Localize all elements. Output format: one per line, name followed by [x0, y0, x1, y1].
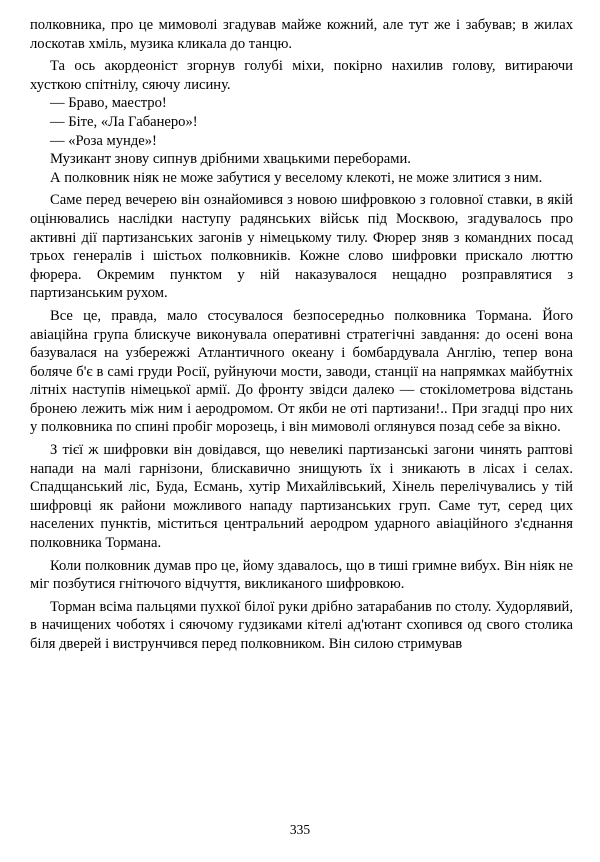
paragraph: Торман всіма пальцями пухкої білої руки дрібно затарабанив по столу. Худорлявий, в начищених чоботях і сяючому гудзиками кітелі ад'ютант схопився од свого столика біля дверей і виструнчився перед полковником. Він силою стримував [30, 598, 573, 652]
page-number: 335 [289, 822, 311, 837]
dialogue-line: — Браво, маестро! [50, 95, 167, 112]
paragraph: Коли полковник думав про це, йому здавалось, що в тиші гримне вибух. Він ніяк не міг позбутися гнітючого відчуття, викликаного шифровкою. [30, 557, 573, 593]
paragraph: Саме перед вечерею він ознайомився з новою шифровкою з головної ставки, в якій оцінювались наслідки наступу радянських військ під Москвою, згадувалось про активні дії партизанських загонів у німецькому тилу. Фюрер зняв з командних посад трьох генералів і шістьох полковників. Кожне слово шифровки прискало люттю фюрера. Окремим пунктом у ній наказувалося нещадно розправлятися з партизанським рухом. [30, 192, 573, 302]
dialogue-line: — Біте, «Ла Габанеро»! [50, 113, 198, 130]
paragraph: З тієї ж шифровки він довідався, що невеликі партизанські загони чинять раптові напади на малі гарнізони, блискавично знищують їх і зникають в лісах і селах. Спадщанський ліс, Буда, Есмань, хутір Михайлівський, Хінель перелічувались у тій шифровці як райони можливого нападу партизанських груп. Саме тут, серед цих населених пунктів, міститься центральний аеродром ударного авіаційного з'єднання полковника Тормана. [30, 442, 573, 552]
paragraph: А полковник ніяк не може забутися у веселому клекоті, не може злитися з ним. [50, 169, 543, 186]
paragraph: Музикант знову сипнув дрібними хвацькими переборами. [50, 151, 411, 168]
dialogue-line: — «Роза мунде»! [50, 132, 157, 149]
body-text [30, 16, 573, 654]
paragraph-continuation: полковника, про це мимоволі згадував майже кожний, але тут же і забував; в жилах лоскотав хміль, музика кликала до танцю. [30, 17, 573, 52]
paragraph: Та ось акордеоніст згорнув голубі міхи, покірно нахилив голову, витираючи хусткою спітнілу, сяючу лисину. [30, 58, 573, 93]
paragraph: Все це, правда, мало стосувалося безпосередньо полковника Тормана. Його авіаційна група блискуче виконувала оперативні стратегічні завдання: до осені вона базувалася на узбережжі Атлантичного океану і бомбардувала Англію, тепер вона боляче б'є в самі груди Росії, руйнуючи мости, заводи, станції на напрямках майбутніх літніх наступів німецької армії. До фронту звідси далеко — стокілометрова відстань бронею лежить між ним і аеродромом. От якби не оті партизани!.. При згадці про них у полковника по спині пробіг морозець, і він мимоволі оглянувся позад себе за вікно. [30, 307, 573, 436]
